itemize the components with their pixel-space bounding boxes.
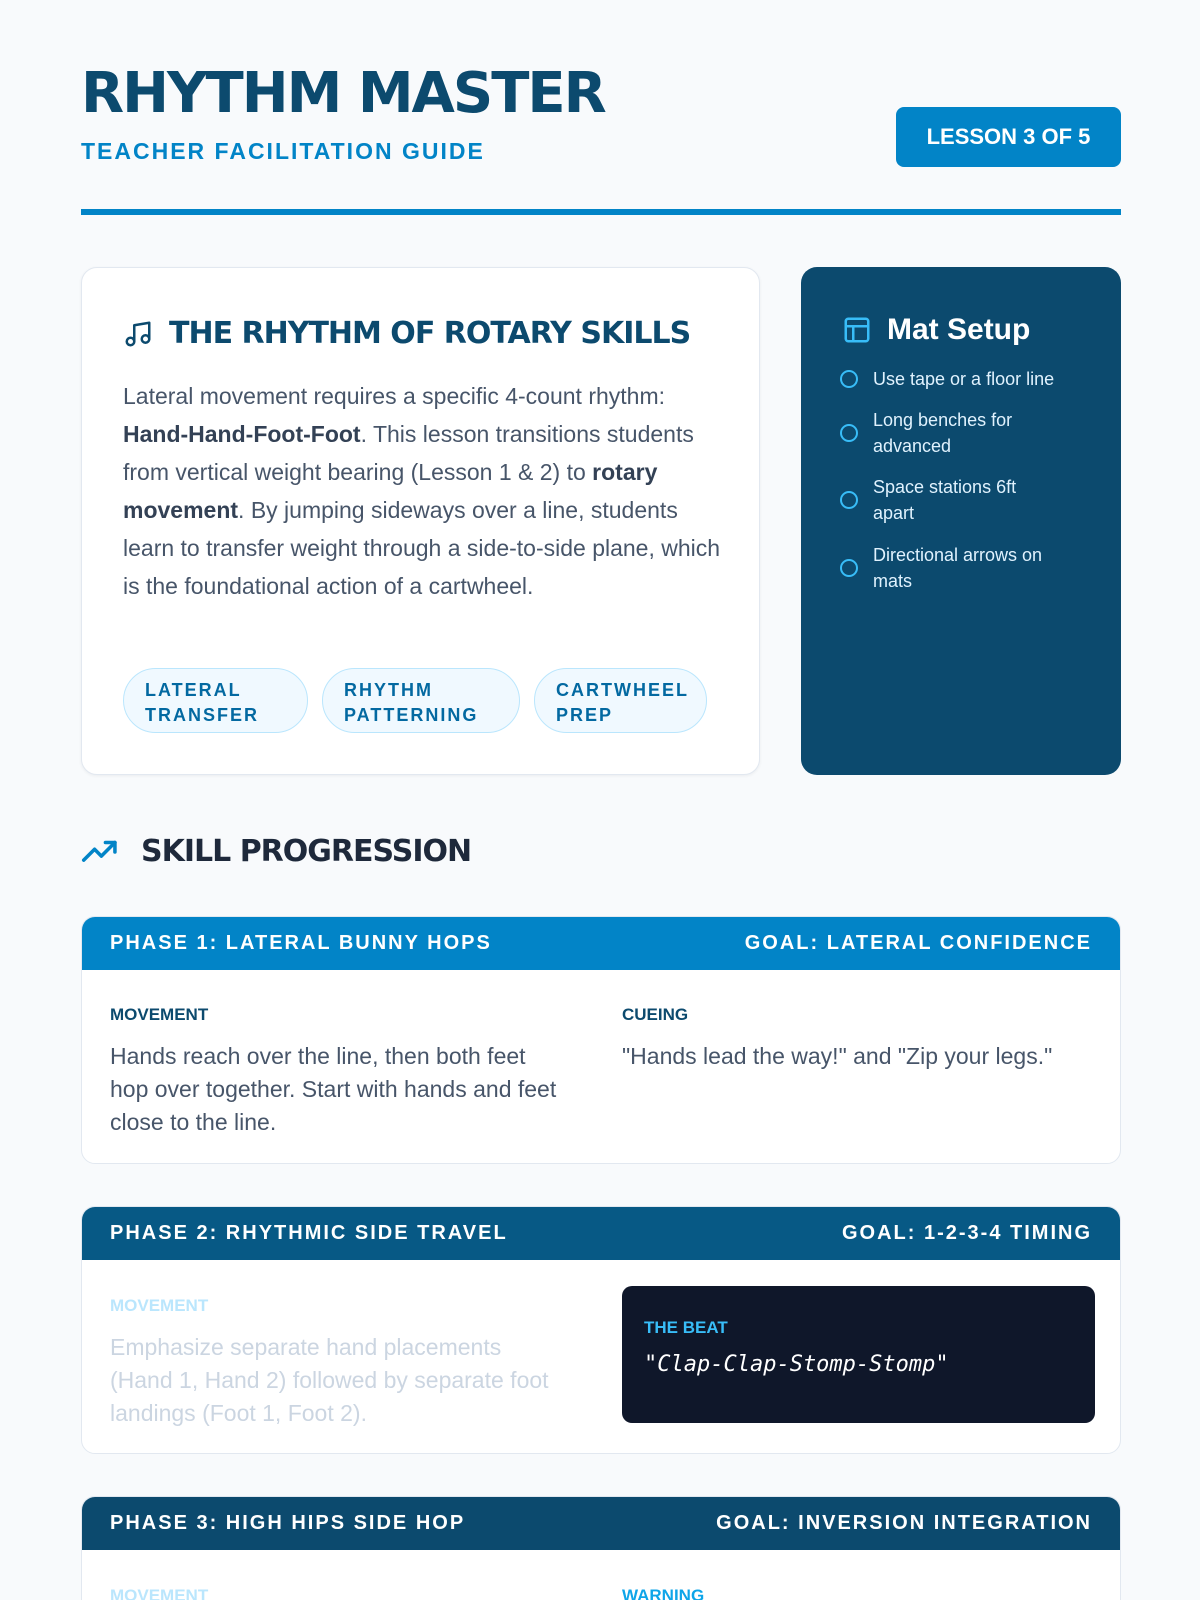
movement-column bbox=[110, 1296, 570, 1430]
guide-page bbox=[81, 0, 1121, 1600]
tag-line: RHYTHM bbox=[344, 680, 433, 700]
circle-bullet-icon bbox=[840, 370, 858, 388]
phase-goal: GOAL: INVERSION INTEGRATION bbox=[716, 1512, 1092, 1534]
intro-body-text: . This lesson transitions students from vertical weight bearing (Lesson 1 & 2) to bbox=[123, 421, 694, 485]
movement-column bbox=[110, 1586, 570, 1600]
beat-text: "Clap-Clap-Stomp-Stomp" bbox=[644, 1352, 949, 1377]
mat-setup-item-label: Use tape or a floor line bbox=[873, 369, 1055, 389]
cueing-label: CUEING bbox=[622, 1005, 689, 1024]
trending-up-icon bbox=[81, 837, 119, 867]
movement-text: Hands reach over the line, then both feet hop over together. Start with hands and feet close to the line. bbox=[110, 1043, 557, 1135]
mat-setup-item-label: Space stations 6ft apart bbox=[873, 477, 1017, 523]
tag-line: TRANSFER bbox=[145, 705, 259, 725]
phase-card-3 bbox=[81, 1496, 1121, 1600]
cueing-column bbox=[622, 1005, 1102, 1073]
skill-progression-heading bbox=[81, 834, 471, 869]
phase-card-2 bbox=[81, 1206, 1121, 1454]
intro-heading bbox=[123, 316, 690, 351]
intro-card bbox=[81, 267, 760, 775]
intro-body-emphasis: rotary movement bbox=[123, 459, 658, 523]
movement-column bbox=[110, 1005, 570, 1139]
tag-lateral-transfer bbox=[123, 668, 308, 733]
intro-heading-text: THE RHYTHM OF ROTARY SKILLS bbox=[169, 316, 691, 351]
intro-body-text: . By jumping sideways over a line, students learn to transfer weight through a side-to-side plane, which is the foundational action of a cartwheel. bbox=[123, 497, 721, 599]
mat-setup-item bbox=[840, 542, 1090, 594]
phase-title: PHASE 3: HIGH HIPS SIDE HOP bbox=[110, 1512, 466, 1534]
tag-line: PREP bbox=[556, 705, 614, 725]
phase-title: PHASE 1: LATERAL BUNNY HOPS bbox=[110, 932, 492, 954]
beat-box bbox=[622, 1286, 1095, 1423]
lesson-badge: LESSON 3 OF 5 bbox=[896, 107, 1121, 167]
cueing-text: "Hands lead the way!" and "Zip your legs." bbox=[622, 1043, 1053, 1069]
mat-setup-card bbox=[801, 267, 1121, 775]
mat-setup-heading bbox=[842, 313, 1030, 347]
mat-setup-item-label: Directional arrows on mats bbox=[873, 545, 1043, 591]
tag-line: LATERAL bbox=[145, 680, 242, 700]
phase-goal: GOAL: LATERAL CONFIDENCE bbox=[744, 932, 1092, 954]
mat-setup-item bbox=[840, 366, 1090, 392]
layout-icon bbox=[842, 315, 872, 345]
tag-rhythm-patterning bbox=[322, 668, 520, 733]
circle-bullet-icon bbox=[840, 491, 858, 509]
tag-line: PATTERNING bbox=[344, 705, 479, 725]
movement-label: MOVEMENT bbox=[110, 1005, 209, 1024]
warning-column bbox=[622, 1586, 1082, 1600]
phase-header bbox=[82, 1207, 1120, 1260]
movement-label: MOVEMENT bbox=[110, 1296, 209, 1315]
beat-label: THE BEAT bbox=[644, 1318, 728, 1337]
page-header bbox=[81, 0, 1121, 215]
skill-progression-title: SKILL PROGRESSION bbox=[141, 834, 472, 869]
tag-line: CARTWHEEL bbox=[556, 680, 689, 700]
tag-cartwheel-prep bbox=[534, 668, 707, 733]
phase-header bbox=[82, 917, 1120, 970]
phase-card-1 bbox=[81, 916, 1121, 1164]
page-title: RHYTHM MASTER bbox=[81, 61, 605, 126]
circle-bullet-icon bbox=[840, 559, 858, 577]
phase-title: PHASE 2: RHYTHMIC SIDE TRAVEL bbox=[110, 1222, 508, 1244]
music-note-icon bbox=[123, 319, 153, 349]
mat-setup-title: Mat Setup bbox=[887, 313, 1031, 346]
intro-body bbox=[123, 377, 723, 605]
phase-goal: GOAL: 1-2-3-4 TIMING bbox=[841, 1222, 1092, 1244]
warning-label: WARNING bbox=[622, 1586, 705, 1600]
movement-label: MOVEMENT bbox=[110, 1586, 209, 1600]
movement-text: Emphasize separate hand placements (Hand 1, Hand 2) followed by separate foot landings (Foot 1, Foot 2). bbox=[110, 1334, 549, 1426]
intro-body-text: Lateral movement requires a specific 4-count rhythm: bbox=[123, 383, 666, 409]
mat-setup-item bbox=[840, 407, 1090, 459]
circle-bullet-icon bbox=[840, 424, 858, 442]
intro-body-emphasis: Hand-Hand-Foot-Foot bbox=[123, 421, 361, 447]
mat-setup-item-label: Long benches for advanced bbox=[873, 410, 1013, 456]
phase-header bbox=[82, 1497, 1120, 1550]
mat-setup-item bbox=[840, 474, 1090, 526]
page-subtitle: TEACHER FACILITATION GUIDE bbox=[81, 138, 485, 164]
